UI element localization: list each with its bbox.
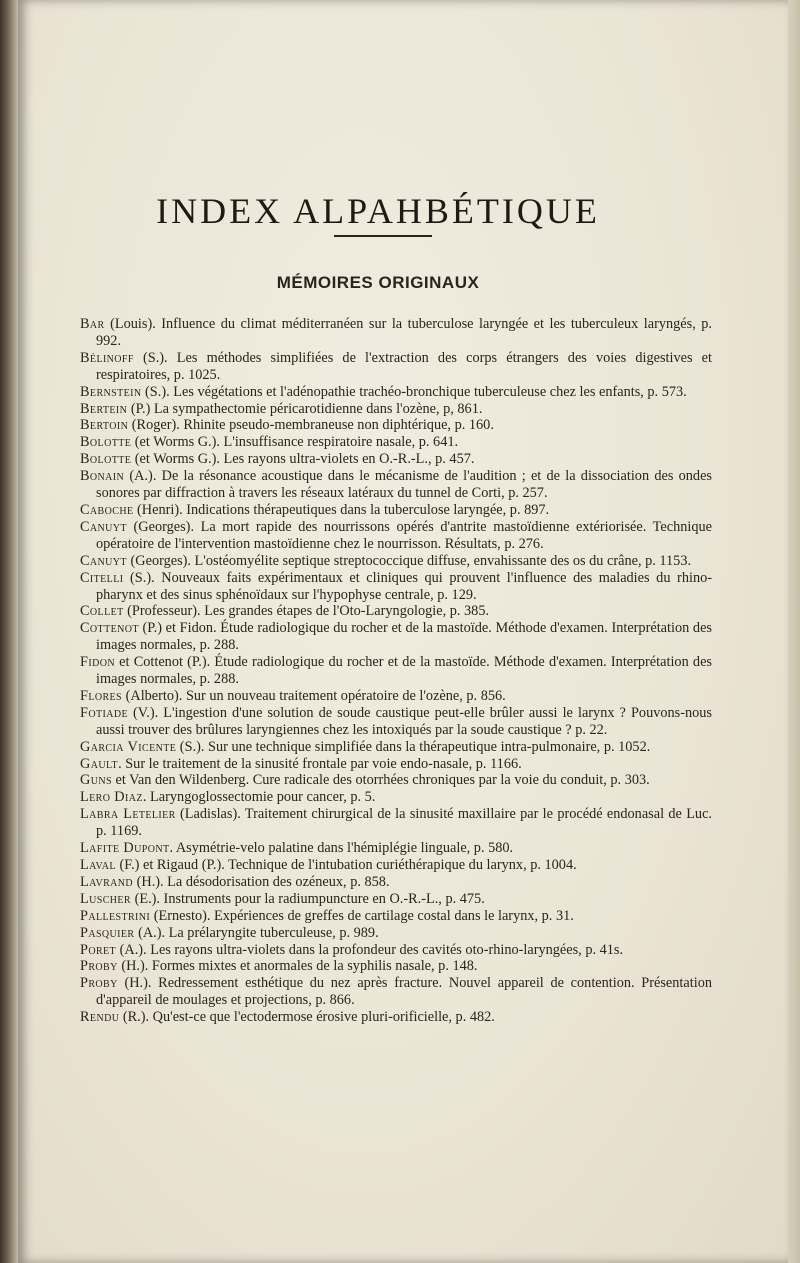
- entry-text: (et Worms G.). Les rayons ultra-violets en O.-R.-L., p. 457.: [131, 451, 475, 468]
- entry-text: et Van den Wildenberg. Cure radicale des otorrhées chroniques par la voie du conduit, p. 303.: [111, 772, 650, 789]
- entry-author: Collet: [80, 603, 124, 620]
- index-entry: [80, 806, 712, 840]
- entry-author: Bertoin: [80, 417, 129, 434]
- entry-author: Bonain: [80, 468, 125, 485]
- page-title: INDEX ALPAHBÉTIQUE: [156, 191, 600, 231]
- index-entry: [80, 553, 712, 570]
- entry-text: (Louis). Influence du climat méditerranéen sur la tuberculose laryngée et les tuberculeux laryngés, p. 992.: [96, 316, 712, 349]
- title-rule: [334, 235, 432, 237]
- entry-author: Caboche: [80, 501, 134, 518]
- entry-text: . Laryngoglossectomie pour cancer, p. 5.: [142, 789, 376, 806]
- index-entry: [80, 688, 712, 705]
- entry-author: Citelli: [80, 569, 124, 586]
- index-entry: [80, 756, 712, 773]
- entry-text: (S.). Nouveaux faits expérimentaux et cliniques qui prouvent l'influence des maladies du rhino-pharynx et des sinus sphénoïdaux sur l'hypophyse centrale, p. 129.: [96, 569, 712, 603]
- entry-text: (S.). Les végétations et l'adénopathie trachéo-bronchique tuberculeuse chez les enfants, p. 573.: [141, 383, 687, 400]
- index-entry: [80, 654, 712, 688]
- index-entry: [80, 975, 712, 1009]
- entry-author: Rendu: [80, 1009, 120, 1026]
- entry-author: Luscher: [80, 890, 131, 907]
- entry-text: (A.). La prélaryngite tuberculeuse, p. 989.: [134, 924, 379, 941]
- entry-author: Bélinoff: [80, 349, 134, 366]
- entry-text: (Alberto). Sur un nouveau traitement opératoire de l'ozène, p. 856.: [122, 687, 506, 704]
- index-entry: [80, 958, 712, 975]
- index-entry: [80, 908, 712, 925]
- index-entry: [80, 519, 712, 553]
- index-entry: [80, 739, 712, 756]
- entry-text: (Ladislas). Traitement chirurgical de la sinusité maxillaire par le procédé endonasal de Luc. p. 1169.: [96, 806, 712, 840]
- entry-author: Cottenot: [80, 620, 139, 637]
- entry-text: (H.). La désodorisation des ozéneux, p. 858.: [133, 873, 390, 890]
- index-entry: [80, 840, 712, 857]
- entry-author: Pasquier: [80, 924, 135, 941]
- entry-author: Bolotte: [80, 434, 132, 451]
- entry-author: Fidon: [80, 654, 115, 671]
- entry-author: Fotiade: [80, 704, 128, 721]
- index-entry: [80, 316, 712, 350]
- entry-author: Lafite Dupont: [80, 840, 170, 857]
- index-entry: [80, 570, 712, 604]
- index-entry: [80, 925, 712, 942]
- index-entry: [80, 942, 712, 959]
- entry-author: Canuyt: [80, 552, 127, 569]
- entry-author: Canuyt: [80, 518, 127, 535]
- section-title: MÉMOIRES ORIGINAUX: [276, 273, 480, 292]
- index-entry: [80, 401, 712, 418]
- entry-text: (et Worms G.). L'insuffisance respiratoire nasale, p. 641.: [131, 434, 459, 451]
- index-entry: [80, 434, 712, 451]
- index-entry: [80, 603, 712, 620]
- entry-author: Flores: [80, 687, 123, 704]
- entry-text: (H.). Formes mixtes et anormales de la syphilis nasale, p. 148.: [117, 958, 478, 975]
- index-entry: [80, 502, 712, 519]
- entry-text: (Ernesto). Expériences de greffes de cartilage costal dans le larynx, p. 31.: [150, 907, 574, 924]
- entry-author: Proby: [80, 958, 118, 975]
- index-entry: [80, 384, 712, 401]
- entry-text: (P.) La sympathectomie péricarotidienne dans l'ozène, p, 861.: [127, 400, 483, 417]
- entry-text: (V.). L'ingestion d'une solution de soude caustique peut-elle brûler aussi le larynx ? Pouvons-nous aussi trouver des brûlures laryngiennes chez les intoxiqués par la soude caustique ? p. 22.: [96, 704, 712, 738]
- index-entry: [80, 705, 712, 739]
- index-entry: [80, 874, 712, 891]
- entry-author: Gault: [80, 755, 119, 772]
- entry-text: (S.). Les méthodes simplifiées de l'extraction des corps étrangers des voies digestives et respiratoires, p. 1025.: [96, 349, 712, 383]
- entry-author: Garcia Vicente: [80, 738, 177, 755]
- entry-text: (F.) et Rigaud (P.). Technique de l'intubation curiéthérapique du larynx, p. 1004.: [115, 857, 577, 873]
- entry-text: (Georges). L'ostéomyélite septique streptococcique diffuse, envahissante des os du crâne, p. 1153.: [126, 552, 692, 569]
- page-sheet: [18, 0, 788, 1263]
- entry-text: (R.). Qu'est-ce que l'ectodermose érosive pluri-orificielle, p. 482.: [119, 1009, 495, 1026]
- entry-text: . Asymétrie-velo palatine dans l'hémiplégie linguale, p. 580.: [169, 840, 514, 857]
- entry-text: (P.) et Fidon. Étude radiologique du rocher et de la mastoïde. Méthode d'examen. Interprétation des images normales, p. 288.: [96, 620, 712, 654]
- page-edge: [786, 0, 800, 1263]
- entry-author: Bernstein: [80, 383, 142, 400]
- entry-author: Labra Letelier: [80, 806, 176, 823]
- entry-author: Poret: [80, 941, 117, 958]
- entry-text: . Sur le traitement de la sinusité frontale par voie endo-nasale, p. 1166.: [118, 755, 522, 772]
- entry-author: Guns: [80, 772, 112, 789]
- index-entry: [80, 620, 712, 654]
- entry-text: (Roger). Rhinite pseudo-membraneuse non diphtérique, p. 160.: [128, 417, 494, 434]
- entry-author: Lavrand: [80, 873, 134, 890]
- entry-text: (Professeur). Les grandes étapes de l'Oto-Laryngologie, p. 385.: [123, 603, 490, 620]
- entry-text: (E.). Instruments pour la radiumpuncture en O.-R.-L., p. 475.: [131, 890, 485, 907]
- entry-author: Lero Diaz: [80, 789, 143, 806]
- index-entry: [80, 772, 712, 789]
- index-entry: [80, 350, 712, 384]
- index-entry: [80, 789, 712, 806]
- entry-author: Pallestrini: [80, 907, 151, 924]
- entry-text: (A.). De la résonance acoustique dans le mécanisme de l'audition ; et de la dissociation des ondes sonores par diffraction à travers les réseaux latéraux du tunnel de Corti, p. 257.: [96, 468, 712, 502]
- index-entry: [80, 891, 712, 908]
- entry-text: et Cottenot (P.). Étude radiologique du rocher et de la mastoïde. Méthode d'examen. Interprétation des images normales, p. 288.: [96, 654, 712, 688]
- index-entry: [80, 468, 712, 502]
- index-entry: [80, 451, 712, 468]
- entry-author: Bertein: [80, 400, 128, 417]
- entry-text: (S.). Sur une technique simplifiée dans la thérapeutique intra-pulmonaire, p. 1052.: [176, 738, 651, 755]
- entry-text: (H.). Redressement esthétique du nez après fracture. Nouvel appareil de contention. Présentation d'appareil de moulages et projections, p. 866.: [96, 975, 712, 1009]
- entry-author: Bolotte: [80, 451, 132, 468]
- index-entry: [80, 1009, 712, 1026]
- index-entries: [80, 316, 712, 1026]
- entry-text: (Henri). Indications thérapeutiques dans la tuberculose laryngée, p. 897.: [133, 501, 550, 518]
- entry-text: (Georges). La mort rapide des nourrissons opérés d'antrite mastoïdienne extériorisée. Technique opératoire de l'intervention mastoïdienne chez le nourrisson. Résultats, p. 276.: [96, 518, 712, 552]
- entry-author: Proby: [80, 975, 118, 992]
- entry-author: Laval: [80, 857, 116, 873]
- entry-text: (A.). Les rayons ultra-violets dans la profondeur des cavités oto-rhino-laryngées, p. 41s.: [116, 941, 624, 958]
- entry-author: Bar: [80, 316, 105, 332]
- index-entry: [80, 857, 712, 874]
- index-entry: [80, 417, 712, 434]
